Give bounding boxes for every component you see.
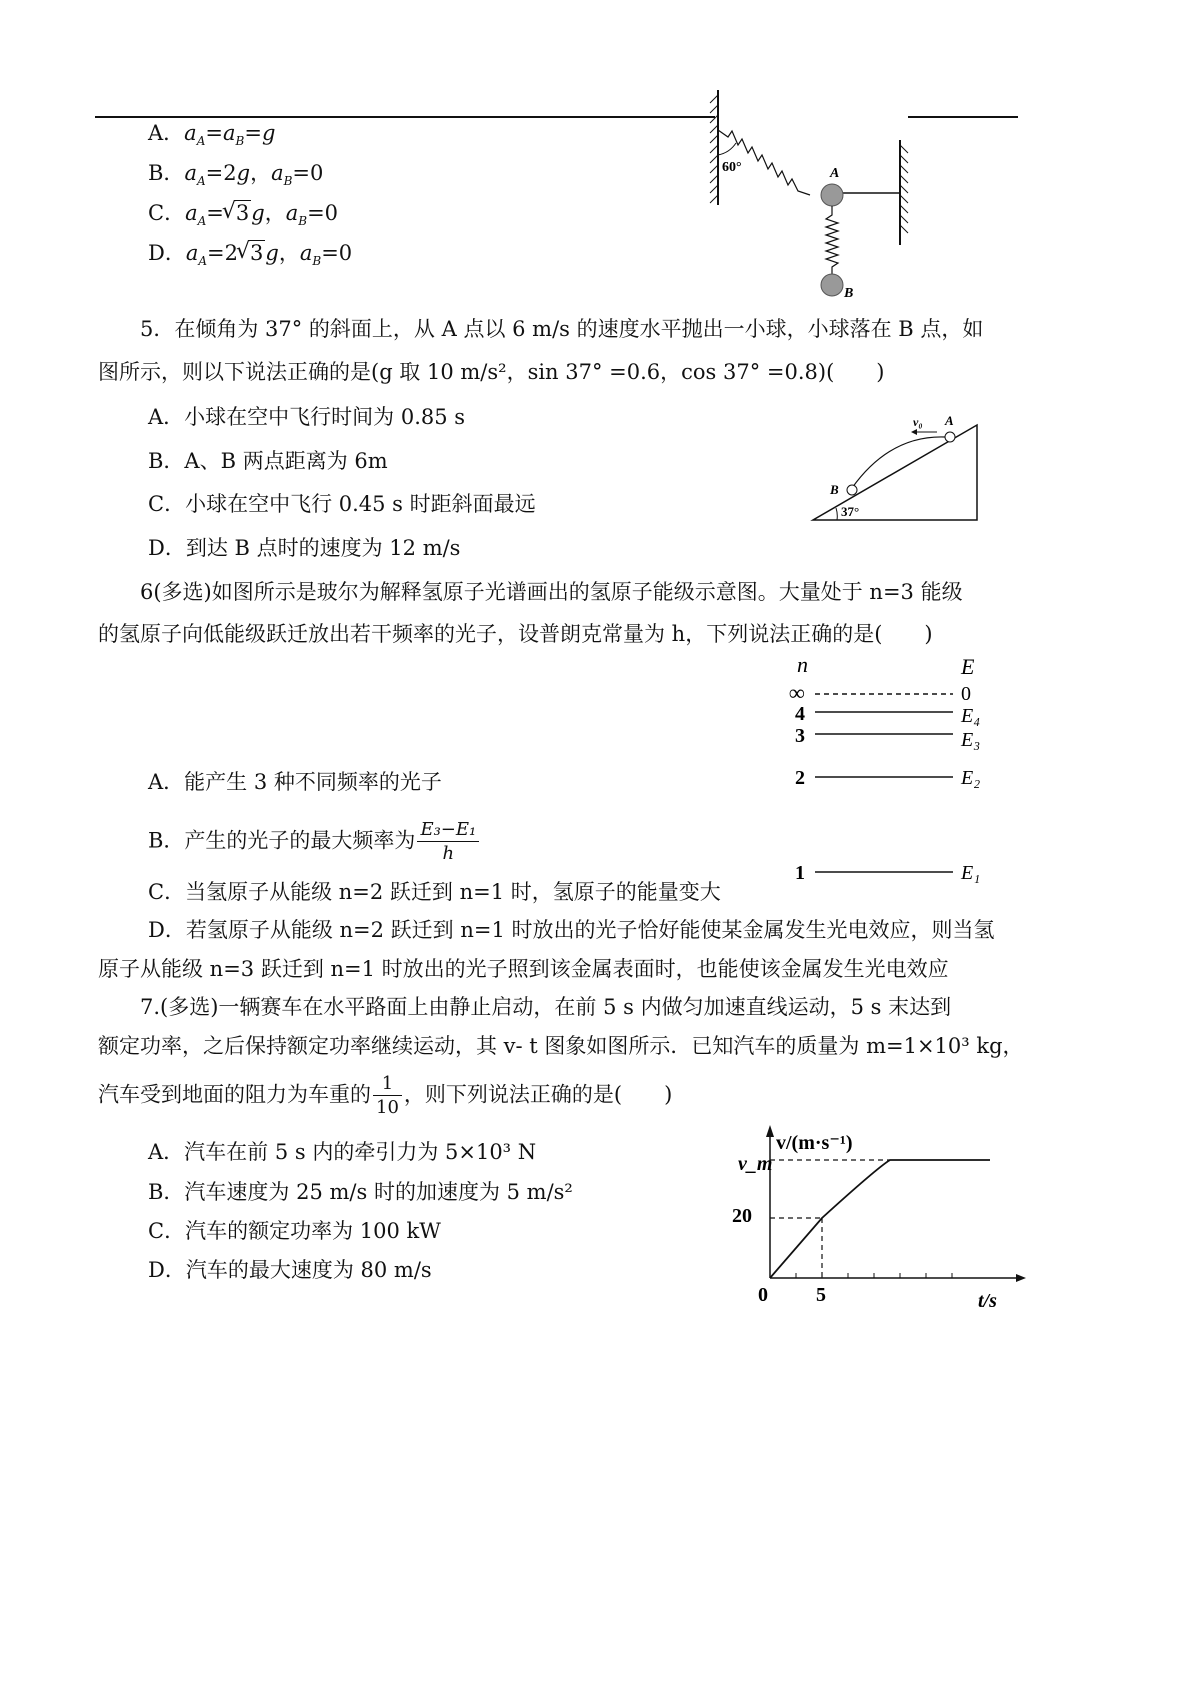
q5-option-c: C．小球在空中飞行 0.45 s 时距斜面最远 [148, 492, 536, 516]
q4-spring-figure [700, 85, 920, 305]
energy-level-e-2: E₂ [961, 767, 981, 789]
energy-level-inf [789, 680, 971, 705]
energy-level-4 [795, 703, 980, 727]
chart-x-axis-arrow [1016, 1274, 1026, 1282]
chart-x-tick-0: 0 [758, 1284, 768, 1306]
energy-n-header: n [797, 652, 808, 677]
energy-level-n-3: 3 [795, 725, 805, 747]
q7-stem-line1: 7.(多选)一辆赛车在水平路面上由静止启动，在前 5 s 内做匀加速直线运动，5 s 末达到 [140, 995, 952, 1019]
q6-stem-line2: 的氢原子向低能级跃迁放出若干频率的光子，设普朗克常量为 h，下列说法正确的是( ) [98, 622, 933, 646]
q5-stem-line1: 5．在倾角为 37° 的斜面上，从 A 点以 6 m/s 的速度水平抛出一小球，小球落在 B 点，如 [140, 317, 984, 341]
q5-option-b: B．A、B 两点距离为 6m [148, 449, 388, 473]
energy-level-n-inf: ∞ [789, 680, 805, 705]
q7-stem-fraction [373, 1072, 402, 1120]
energy-level-e-3: E₃ [961, 729, 981, 751]
q6-energy-level-diagram [785, 650, 995, 890]
chart-y-axis-arrow [766, 1125, 774, 1137]
chart-y-tick-20: 20 [732, 1205, 752, 1227]
q5-point-b-label: B [830, 482, 839, 497]
q4-option-d: D．$a_A=2√$ 3g，$a_B=0$ [148, 241, 352, 269]
ball-a-label: A [830, 166, 840, 181]
q6-option-b-numerator: E₃−E₁ [417, 818, 479, 842]
q7-option-a: A．汽车在前 5 s 内的牵引力为 5×10³ N [148, 1140, 537, 1164]
q7-fraction-numerator: 1 [373, 1072, 402, 1096]
q7-option-c: C．汽车的额定功率为 100 kW [148, 1219, 441, 1243]
chart-y-label: v/(m·s⁻¹) [776, 1132, 853, 1154]
energy-level-1 [795, 862, 980, 884]
energy-e-header: E [961, 654, 975, 679]
q4-option-c: C．$a_A=√$ 3g，$a_B=0$ [148, 201, 338, 229]
energy-level-3 [795, 725, 980, 751]
q6-option-b [148, 818, 481, 866]
q5-v0-label: v₀ [913, 415, 923, 429]
q5-angle-label: 37° [841, 504, 860, 519]
q7-stem-line2: 额定功率，之后保持额定功率继续运动，其 v- t 图象如图所示．已知汽车的质量为 m=1×10³ kg， [98, 1034, 1024, 1058]
q7-vt-chart [730, 1115, 1030, 1315]
q7-fraction-denominator: 10 [376, 1097, 399, 1119]
q7-option-d: D．汽车的最大速度为 80 m/s [148, 1258, 432, 1282]
q6-option-a: A．能产生 3 种不同频率的光子 [148, 770, 442, 794]
q6-option-b-prefix: B．产生的光子的最大频率为 [148, 828, 416, 853]
energy-level-2 [795, 767, 980, 789]
q5-option-a: A．小球在空中飞行时间为 0.85 s [148, 405, 466, 429]
chart-y-tick-vm: v_m [738, 1153, 773, 1175]
ball-b-label: B [844, 286, 854, 301]
q7-stem-line3-prefix: 汽车受到地面的阻力为车重的 [98, 1082, 371, 1107]
q7-stem-line3 [98, 1072, 672, 1120]
q5-option-d: D．到达 B 点时的速度为 12 m/s [148, 536, 461, 560]
q5-stem-line2: 图所示，则以下说法正确的是(g 取 10 m/s²，sin 37° =0.6，cos 37° =0.8)( ) [98, 360, 885, 384]
chart-x-label: t/s [978, 1290, 997, 1312]
q5-incline-figure [805, 410, 985, 525]
q4-option-b: B．$a_A=2g$，$a_B=0$ [148, 161, 324, 189]
q7-option-b: B．汽车速度为 25 m/s 时的加速度为 5 m/s² [148, 1180, 573, 1204]
q4-angle-label: 60° [722, 160, 742, 175]
q4-option-a: A．$a_A=a_B=g$ [148, 121, 276, 149]
chart-x-tick-5: 5 [816, 1284, 826, 1306]
header-rule-left [95, 116, 715, 118]
q6-option-b-fraction [417, 818, 479, 866]
q6-option-b-denominator: h [442, 843, 455, 865]
q6-option-d-line2: 原子从能级 n=3 跃迁到 n=1 时放出的光子照到该金属表面时，也能使该金属发生光电效应 [98, 957, 949, 981]
energy-level-e-1: E₁ [961, 862, 981, 884]
q6-stem-line1: 6(多选)如图所示是玻尔为解释氢原子光谱画出的氢原子能级示意图。大量处于 n=3 能级 [140, 580, 963, 604]
header-rule-right [908, 116, 1018, 118]
q7-stem-line3-suffix: ，则下列说法正确的是( ) [403, 1082, 673, 1107]
energy-level-e-inf: 0 [961, 683, 971, 705]
q6-option-d-line1: D．若氢原子从能级 n=2 跃迁到 n=1 时放出的光子恰好能使某金属发生光电效应，则当氢 [148, 918, 995, 942]
energy-level-n-4: 4 [795, 703, 805, 725]
chart-series-line [770, 1160, 990, 1278]
energy-level-n-2: 2 [795, 767, 805, 789]
q5-point-a-label: A [945, 413, 954, 428]
energy-level-n-1: 1 [795, 862, 805, 884]
q6-option-c: C．当氢原子从能级 n=2 跃迁到 n=1 时，氢原子的能量变大 [148, 880, 721, 904]
energy-level-e-4: E₄ [961, 705, 981, 727]
